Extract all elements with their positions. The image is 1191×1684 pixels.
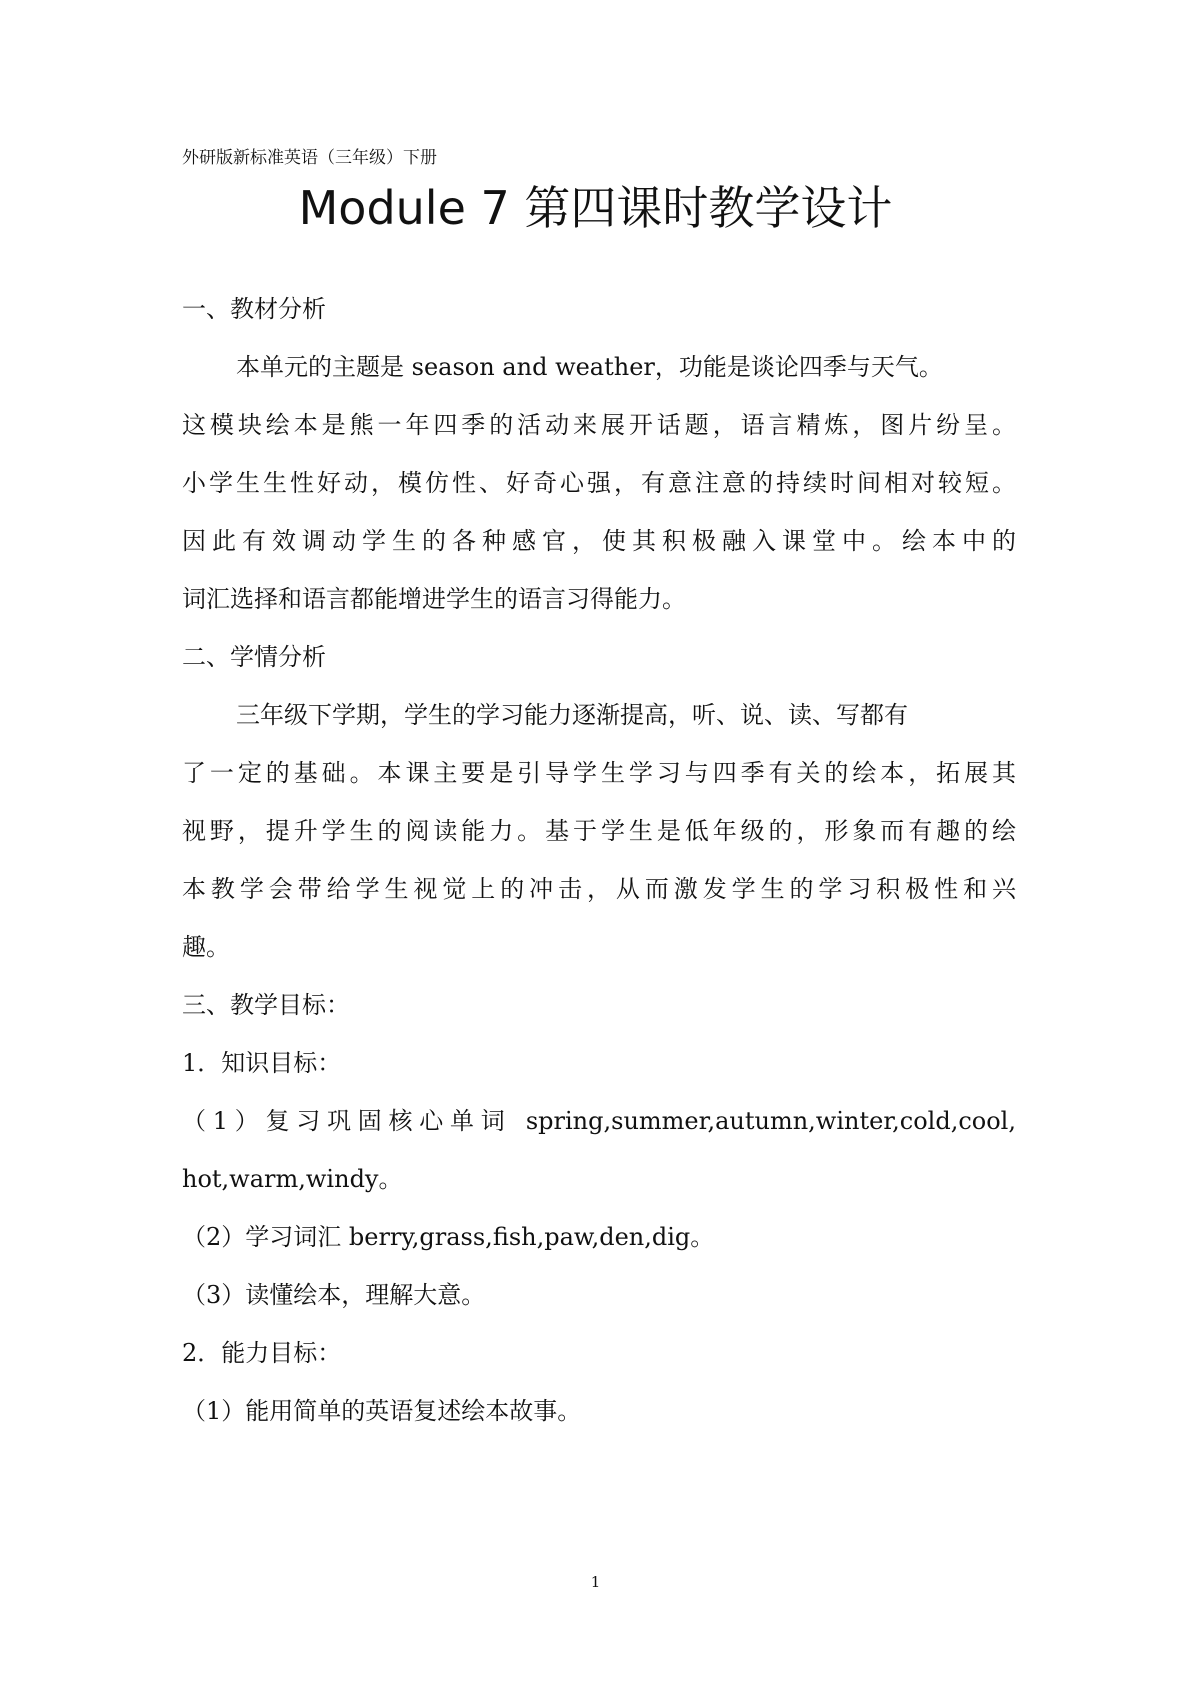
paragraph-line: 小学生生性好动，模仿性、好奇心强，有意注意的持续时间相对较短。 bbox=[182, 469, 1016, 497]
list-item: （2）学习词汇 berry,grass,fish,paw,den,dig。 bbox=[182, 1223, 715, 1251]
list-item: （3）读懂绘本，理解大意。 bbox=[182, 1281, 486, 1309]
document-title: Module 7 第四课时教学设计 bbox=[298, 181, 893, 235]
section-heading-textbook-analysis: 一、教材分析 bbox=[182, 295, 326, 323]
list-item: （1）复习巩固核心单词 spring,summer,autumn,winter,cold,cool, bbox=[182, 1107, 1016, 1135]
paragraph-line: 本教学会带给学生视觉上的冲击，从而激发学生的学习积极性和兴 bbox=[182, 875, 1016, 903]
subheading-ability-goals: 2．能力目标： bbox=[182, 1339, 342, 1367]
paragraph-line: 视野，提升学生的阅读能力。基于学生是低年级的，形象而有趣的绘 bbox=[182, 817, 1016, 845]
paragraph-line: 词汇选择和语言都能增进学生的语言习得能力。 bbox=[182, 585, 686, 613]
paragraph-line: 三年级下学期，学生的学习能力逐渐提高，听、说、读、写都有 bbox=[236, 701, 908, 729]
page-number: 1 bbox=[590, 1573, 601, 1591]
paragraph-line: 了一定的基础。本课主要是引导学生学习与四季有关的绘本，拓展其 bbox=[182, 759, 1016, 787]
subheading-knowledge-goals: 1．知识目标： bbox=[182, 1049, 342, 1077]
paragraph-line: 趣。 bbox=[182, 933, 230, 961]
section-heading-teaching-goals: 三、教学目标： bbox=[182, 991, 350, 1019]
paragraph-line: 因此有效调动学生的各种感官，使其积极融入课堂中。绘本中的 bbox=[182, 527, 1016, 555]
list-item: （1）能用简单的英语复述绘本故事。 bbox=[182, 1397, 582, 1425]
section-heading-student-analysis: 二、学情分析 bbox=[182, 643, 326, 671]
list-item: hot,warm,windy。 bbox=[182, 1165, 403, 1193]
header-note: 外研版新标准英语（三年级）下册 bbox=[182, 148, 437, 168]
paragraph-line: 本单元的主题是 season and weather，功能是谈论四季与天气。 bbox=[236, 353, 943, 381]
paragraph-line: 这模块绘本是熊一年四季的活动来展开话题，语言精炼，图片纷呈。 bbox=[182, 411, 1016, 439]
